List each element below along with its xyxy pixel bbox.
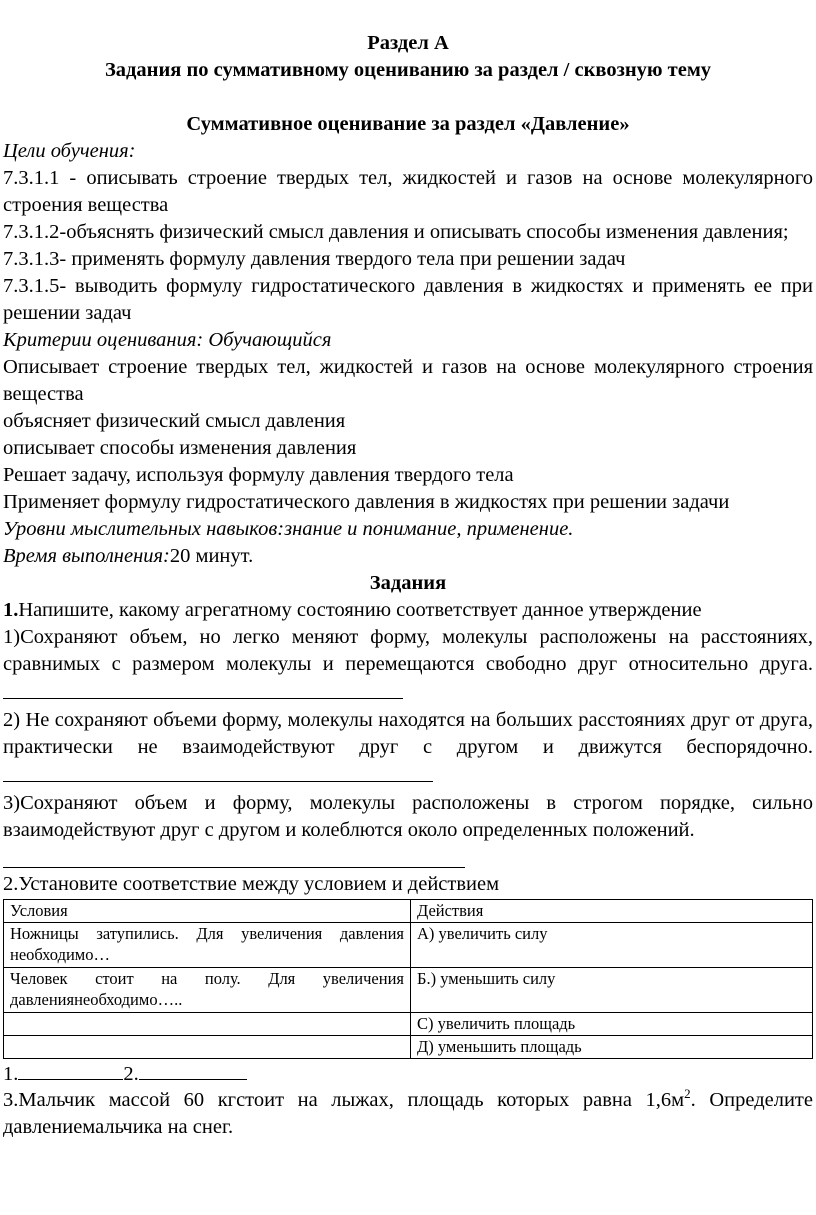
table-cell: Ножницы затупились. Для увеличения давления необходимо… <box>4 923 411 968</box>
answer-line-1[interactable] <box>3 678 403 699</box>
criteria-label: Критерии оценивания: Обучающийся <box>3 329 332 351</box>
answer-2-label: 2. <box>123 1063 139 1085</box>
answer-line-2[interactable] <box>3 761 433 782</box>
criteria-item: объясняет физический смысл давления <box>3 410 346 432</box>
task-3-text: 3.Мальчик массой 60 кгстоит на лыжах, площадь которых равна 1,6м <box>3 1089 685 1111</box>
answer-1-line[interactable] <box>18 1059 123 1080</box>
column-header-actions: Действия <box>411 900 813 923</box>
criteria-item: Описывает строение твердых тел, жидкостей и газов на основе молекулярного строения вещества <box>3 356 813 405</box>
task-2-answers <box>3 1059 813 1087</box>
matching-table <box>3 899 813 1059</box>
time-label: Время выполнения: <box>3 545 170 567</box>
table-row <box>4 968 813 1013</box>
table-cell: Б.) уменьшить силу <box>411 968 813 1013</box>
document-title: Суммативное оценивание за раздел «Давление» <box>186 113 630 135</box>
tasks-heading: Задания <box>369 572 447 594</box>
table-row <box>4 1036 813 1059</box>
table-cell <box>4 1013 411 1036</box>
task-1-item-2-text: 2) Не сохраняют объеми форму, молекулы находятся на больших расстояниях друг от друга, практически не взаимодействуют друг с другом и движутся беспорядочно. <box>3 709 813 758</box>
answer-line-3[interactable] <box>3 844 465 868</box>
document-page <box>3 30 813 1141</box>
table-row <box>4 923 813 968</box>
column-header-conditions: Условия <box>4 900 411 923</box>
task-1-text: Напишите, какому агрегатному состоянию соответствует данное утверждение <box>18 599 702 621</box>
task-2-prompt: 2.Установите соответствие между условием и действием <box>3 873 500 895</box>
goals-label: Цели обучения: <box>3 140 136 162</box>
task-3-text-end: . Определите давлениемальчика на снег. <box>3 1089 813 1138</box>
task-1-item-3: 3)Сохраняют объем и форму, молекулы расположены в строгом порядке, сильно взаимодействуют друг с другом и колеблются около определенных положений. <box>3 792 813 841</box>
task-1-number: 1. <box>3 599 19 621</box>
task-1-item-2 <box>3 707 813 790</box>
section-heading: Раздел А <box>367 32 449 54</box>
levels-value: знание и понимание, применение. <box>284 518 574 540</box>
criteria-item: Решает задачу, используя формулу давления твердого тела <box>3 464 514 486</box>
goal-item: 7.3.1.5- выводить формулу гидростатического давления в жидкостях и применять ее при решении задач <box>3 275 813 324</box>
task-1-item-1-text: 1)Сохраняют объем, но легко меняют форму, молекулы расположены на расстояниях, сравнимых с размером молекулы и перемещаются свободно друг относительно друга. <box>3 626 813 675</box>
thinking-levels <box>3 516 813 543</box>
task-3-prompt <box>3 1087 813 1141</box>
levels-label: Уровни мыслительных навыков: <box>3 518 285 540</box>
table-cell: А) увеличить силу <box>411 923 813 968</box>
document-subtitle: Задания по суммативному оцениванию за раздел / сквозную тему <box>104 59 712 81</box>
time-value: 20 минут. <box>169 545 254 567</box>
answer-1-label: 1. <box>3 1063 19 1085</box>
goal-item: 7.3.1.3- применять формулу давления твердого тела при решении задач <box>3 248 626 270</box>
goal-item: 7.3.1.1 - описывать строение твердых тел, жидкостей и газов на основе молекулярного строения вещества <box>3 167 813 216</box>
time-limit <box>3 543 813 570</box>
table-row <box>4 1013 813 1036</box>
table-cell: Человек стоит на полу. Для увеличения давлениянеобходимо….. <box>4 968 411 1013</box>
goal-item: 7.3.1.2-объяснять физический смысл давления и описывать способы изменения давления; <box>3 221 789 243</box>
task-1-prompt <box>3 597 813 624</box>
table-cell <box>4 1036 411 1059</box>
task-1-item-1 <box>3 624 813 707</box>
answer-2-line[interactable] <box>139 1059 247 1080</box>
criteria-item: описывает способы изменения давления <box>3 437 357 459</box>
table-cell: С) увеличить площадь <box>411 1013 813 1036</box>
table-header-row <box>4 900 813 923</box>
criteria-item: Применяет формулу гидростатического давления в жидкостях при решении задачи <box>3 491 730 513</box>
task-3-superscript: 2 <box>684 1086 691 1102</box>
table-cell: Д) уменьшить площадь <box>411 1036 813 1059</box>
